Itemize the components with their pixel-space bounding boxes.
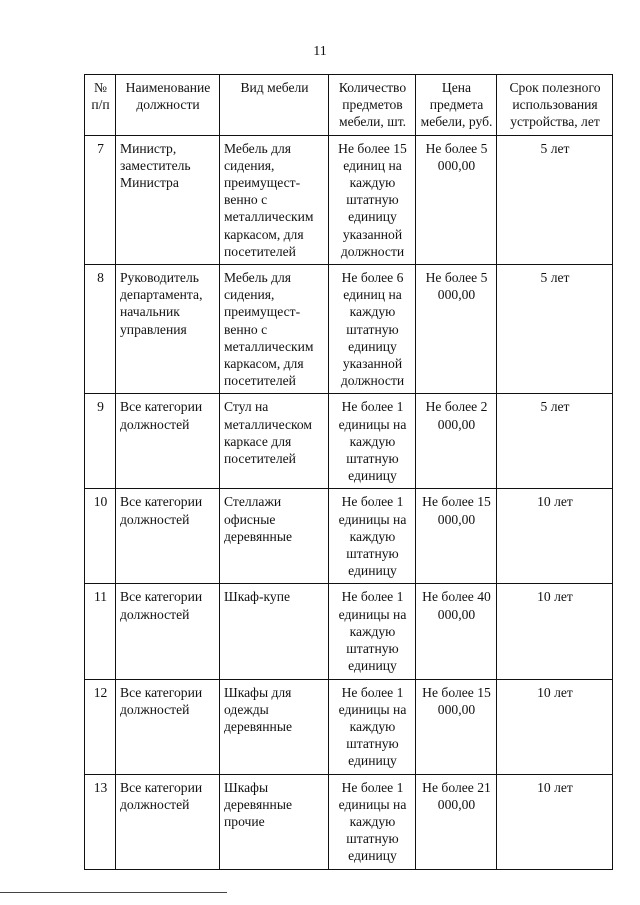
position-cell: Все категории должностей xyxy=(116,394,220,489)
furniture-kind-cell: Шкафы для одежды деревянные xyxy=(220,679,329,774)
price-cell: Не более 21 000,00 xyxy=(416,774,497,869)
row-number-cell: 9 xyxy=(85,394,116,489)
footnote-rule xyxy=(0,892,227,893)
table-row xyxy=(85,265,613,394)
useful-life-cell: 5 лет xyxy=(497,394,613,489)
price-cell: Не более 40 000,00 xyxy=(416,584,497,679)
row-number-cell: 7 xyxy=(85,135,116,264)
furniture-kind-cell: Стул на металлическом каркасе для посетителей xyxy=(220,394,329,489)
table-row xyxy=(85,584,613,679)
quantity-cell: Не более 6 единиц на каждую штатную единицу указанной должности xyxy=(329,265,416,394)
quantity-cell: Не более 1 единицы на каждую штатную единицу xyxy=(329,679,416,774)
row-number-cell: 10 xyxy=(85,489,116,584)
price-cell: Не более 15 000,00 xyxy=(416,489,497,584)
position-cell: Министр, заместитель Министра xyxy=(116,135,220,264)
quantity-cell: Не более 15 единиц на каждую штатную единицу указанной должности xyxy=(329,135,416,264)
useful-life-cell: 10 лет xyxy=(497,774,613,869)
furniture-kind-cell: Шкафы деревянные прочие xyxy=(220,774,329,869)
row-number-cell: 8 xyxy=(85,265,116,394)
furniture-kind-cell: Шкаф-купе xyxy=(220,584,329,679)
quantity-cell: Не более 1 единицы на каждую штатную единицу xyxy=(329,394,416,489)
price-cell: Не более 15 000,00 xyxy=(416,679,497,774)
furniture-kind-cell: Мебель для сидения, преимущест-венно с металлическим каркасом, для посетителей xyxy=(220,135,329,264)
row-number-cell: 12 xyxy=(85,679,116,774)
row-number-cell: 11 xyxy=(85,584,116,679)
header-num: № п/п xyxy=(85,75,116,136)
table-row xyxy=(85,679,613,774)
header-kind: Вид мебели xyxy=(220,75,329,136)
header-life: Срок полезного использования устройства, лет xyxy=(497,75,613,136)
furniture-kind-cell: Стеллажи офисные деревянные xyxy=(220,489,329,584)
position-cell: Все категории должностей xyxy=(116,679,220,774)
header-position: Наименование должности xyxy=(116,75,220,136)
table-header-row xyxy=(85,75,613,136)
useful-life-cell: 10 лет xyxy=(497,489,613,584)
useful-life-cell: 10 лет xyxy=(497,679,613,774)
quantity-cell: Не более 1 единицы на каждую штатную единицу xyxy=(329,584,416,679)
position-cell: Руководитель департамента, начальник управления xyxy=(116,265,220,394)
price-cell: Не более 5 000,00 xyxy=(416,265,497,394)
price-cell: Не более 5 000,00 xyxy=(416,135,497,264)
page-number: 11 xyxy=(313,44,327,59)
quantity-cell: Не более 1 единицы на каждую штатную единицу xyxy=(329,774,416,869)
useful-life-cell: 10 лет xyxy=(497,584,613,679)
table-row xyxy=(85,774,613,869)
position-cell: Все категории должностей xyxy=(116,489,220,584)
table-row xyxy=(85,489,613,584)
furniture-norms-table xyxy=(84,74,613,870)
position-cell: Все категории должностей xyxy=(116,584,220,679)
row-number-cell: 13 xyxy=(85,774,116,869)
furniture-kind-cell: Мебель для сидения, преимущест-венно с металлическим каркасом, для посетителей xyxy=(220,265,329,394)
useful-life-cell: 5 лет xyxy=(497,265,613,394)
price-cell: Не более 2 000,00 xyxy=(416,394,497,489)
table-row xyxy=(85,135,613,264)
quantity-cell: Не более 1 единицы на каждую штатную единицу xyxy=(329,489,416,584)
table-row xyxy=(85,394,613,489)
position-cell: Все категории должностей xyxy=(116,774,220,869)
useful-life-cell: 5 лет xyxy=(497,135,613,264)
header-price: Цена предмета мебели, руб. xyxy=(416,75,497,136)
header-quantity: Количество предметов мебели, шт. xyxy=(329,75,416,136)
